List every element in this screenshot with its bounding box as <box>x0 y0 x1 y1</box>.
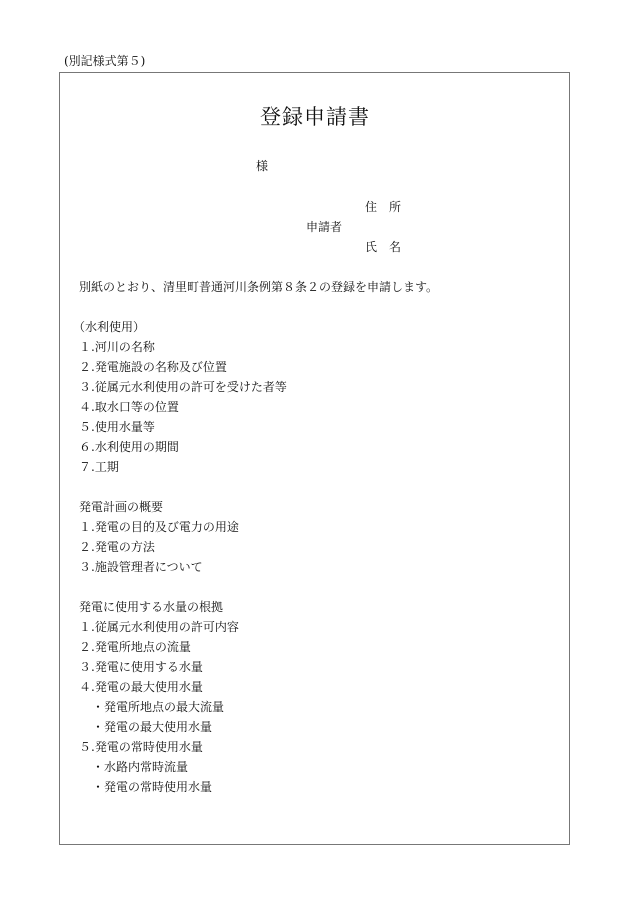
document-title: 登録申請書 <box>260 105 370 129</box>
intro-text: 別紙のとおり、清里町普通河川条例第８条２の登録を申請します。 <box>79 280 439 294</box>
list-item: ４.取水口等の位置 <box>79 400 179 414</box>
list-item: ２.発電施設の名称及び位置 <box>79 360 227 374</box>
list-item: １.従属元水利使用の許可内容 <box>79 620 239 634</box>
list-item: ５.使用水量等 <box>79 420 155 434</box>
section-heading: 発電計画の概要 <box>79 500 164 514</box>
list-item: ３.従属元水利使用の許可を受けた者等 <box>79 380 287 394</box>
section-heading: 発電に使用する水量の根拠 <box>79 600 224 614</box>
list-item: ３.発電に使用する水量 <box>79 660 203 674</box>
list-item: ７.工期 <box>79 460 119 474</box>
list-item: ２.発電の方法 <box>79 540 155 554</box>
list-item: ２.発電所地点の流量 <box>79 640 191 654</box>
list-item: ５.発電の常時使用水量 <box>79 740 203 754</box>
list-item: １.河川の名称 <box>79 340 155 354</box>
form-number: (別記様式第５) <box>64 54 146 68</box>
name-label: 氏 名 <box>365 240 402 254</box>
list-item: ６.水利使用の期間 <box>79 440 179 454</box>
list-subitem: ・発電の常時使用水量 <box>92 780 213 794</box>
address-label: 住 所 <box>365 200 402 214</box>
list-subitem: ・発電の最大使用水量 <box>92 720 213 734</box>
list-subitem: ・発電所地点の最大流量 <box>92 700 225 714</box>
applicant-label: 申請者 <box>306 220 343 234</box>
section-heading: （水利使用） <box>73 320 146 334</box>
list-item: ３.施設管理者について <box>79 560 203 574</box>
list-subitem: ・水路内常時流量 <box>92 760 189 774</box>
list-item: ４.発電の最大使用水量 <box>79 680 203 694</box>
list-item: １.発電の目的及び電力の用途 <box>79 520 239 534</box>
addressee-suffix: 様 <box>256 159 269 173</box>
